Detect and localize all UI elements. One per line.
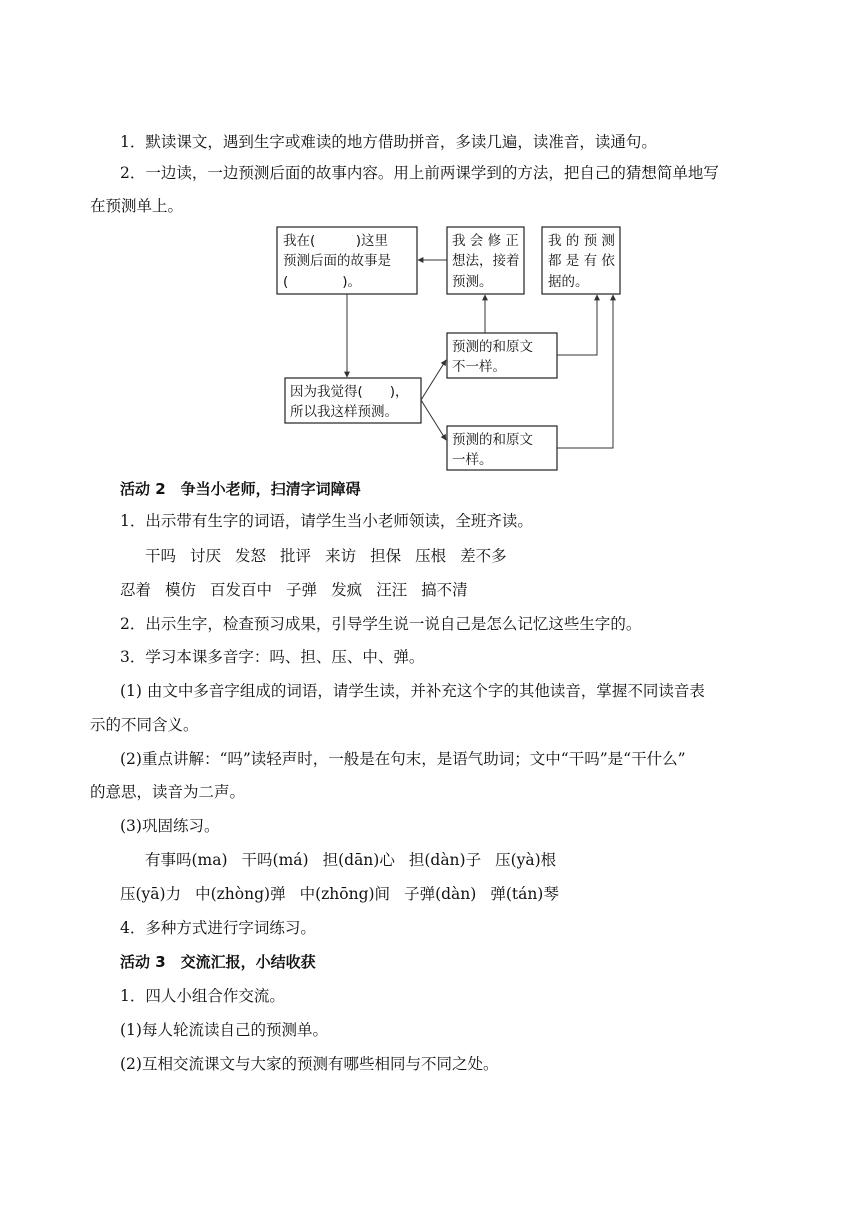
box-b-line-1: 我 会 修 正 — [452, 233, 519, 249]
box-e-line-2: 所以我这样预测。 — [290, 404, 398, 420]
word: 百发百中 — [210, 581, 273, 599]
box-a-line-3: ( )。 — [283, 274, 362, 290]
activity-2-sub-1-cont: 示的不同含义。 — [90, 716, 199, 734]
word: 来访 — [325, 547, 357, 565]
word: 压根 — [415, 547, 447, 565]
word: 忍着 — [120, 581, 152, 599]
activity-3-sub-2: (2)互相交流课文与大家的预测有哪些相同与不同之处。 — [120, 1055, 499, 1073]
box-b-line-2: 想法，接着 — [452, 253, 520, 269]
box-d-line-1: 预测的和原文 — [452, 339, 533, 355]
word: 批评 — [280, 547, 312, 565]
pinyin-item: 有事吗(ma) — [145, 851, 228, 869]
pinyin-item: 担(dàn)子 — [408, 851, 482, 869]
pinyin-row-2 — [120, 883, 573, 905]
pinyin-item: 弹(tán)琴 — [490, 885, 559, 903]
word: 讨厌 — [190, 547, 222, 565]
word: 搞不清 — [421, 581, 468, 599]
pinyin-item: 干吗(má) — [241, 851, 309, 869]
box-c-line-1: 我 的 预 测 — [548, 233, 615, 249]
intro-step-2-cont: 在预测单上。 — [90, 197, 184, 215]
activity-3-sub-1: (1)每人轮流读自己的预测单。 — [120, 1021, 328, 1039]
pinyin-item: 子弹(dàn) — [404, 885, 477, 903]
box-b-line-3: 预测。 — [452, 274, 493, 290]
pinyin-row-1 — [145, 849, 570, 871]
box-f-line-2: 一样。 — [452, 452, 493, 468]
activity-2-title: 活动 2 争当小老师，扫清字词障碍 — [120, 480, 361, 498]
activity-2-step-1: 1．出示带有生字的词语，请学生当小老师领读，全班齐读。 — [120, 512, 533, 530]
box-f-line-1: 预测的和原文 — [452, 432, 533, 448]
activity-3-step-1: 1．四人小组合作交流。 — [120, 987, 285, 1005]
intro-step-2: 2．一边读，一边预测后面的故事内容。用上前两课学到的方法，把自己的猜想简单地写 — [120, 164, 719, 182]
word: 担保 — [370, 547, 402, 565]
pinyin-item: 压(yà)根 — [495, 851, 557, 869]
word: 子弹 — [286, 581, 318, 599]
box-c-line-2: 都 是 有 依 — [548, 253, 615, 269]
box-c-line-3: 据的。 — [548, 274, 589, 290]
word: 差不多 — [460, 547, 507, 565]
box-a-line-2: 预测后面的故事是 — [283, 253, 391, 269]
activity-2-step-2: 2．出示生字，检查预习成果，引导学生说一说自己是怎么记忆这些生字的。 — [120, 615, 642, 633]
activity-2-sub-1: (1) 由文中多音字组成的词语，请学生读，并补充这个字的其他读音，掌握不同读音表 — [120, 682, 705, 700]
pinyin-item: 中(zhōng)间 — [299, 885, 391, 903]
activity-3-title: 活动 3 交流汇报，小结收获 — [120, 953, 316, 971]
pinyin-item: 中(zhòng)弹 — [195, 885, 286, 903]
box-e-line-1: 因为我觉得( )， — [290, 384, 409, 400]
box-a-line-1: 我在( )这里 — [283, 233, 389, 249]
word: 模仿 — [165, 581, 197, 599]
words-row-2 — [120, 579, 482, 601]
pinyin-item: 担(dān)心 — [322, 851, 395, 869]
word: 干吗 — [145, 547, 177, 565]
activity-2-sub-2: (2)重点讲解：“吗”读轻声时，一般是在句末，是语气助词；文中“干吗”是“干什么” — [120, 750, 686, 768]
prediction-flow-diagram — [272, 218, 622, 472]
word: 发疯 — [331, 581, 363, 599]
activity-2-step-4: 4．多种方式进行字词练习。 — [120, 919, 316, 937]
activity-2-step-3: 3．学习本课多音字：吗、担、压、中、弹。 — [120, 648, 425, 666]
activity-2-sub-2-cont: 的意思，读音为二声。 — [90, 783, 246, 801]
intro-step-1: 1．默读课文，遇到生字或难读的地方借助拼音，多读几遍，读准音，读通句。 — [120, 133, 657, 151]
pinyin-item: 压(yā)力 — [120, 885, 182, 903]
words-row-1 — [145, 545, 521, 567]
word: 汪汪 — [376, 581, 408, 599]
box-d-line-2: 不一样。 — [452, 359, 506, 375]
activity-2-sub-3: (3)巩固练习。 — [120, 817, 220, 835]
word: 发怒 — [235, 547, 267, 565]
